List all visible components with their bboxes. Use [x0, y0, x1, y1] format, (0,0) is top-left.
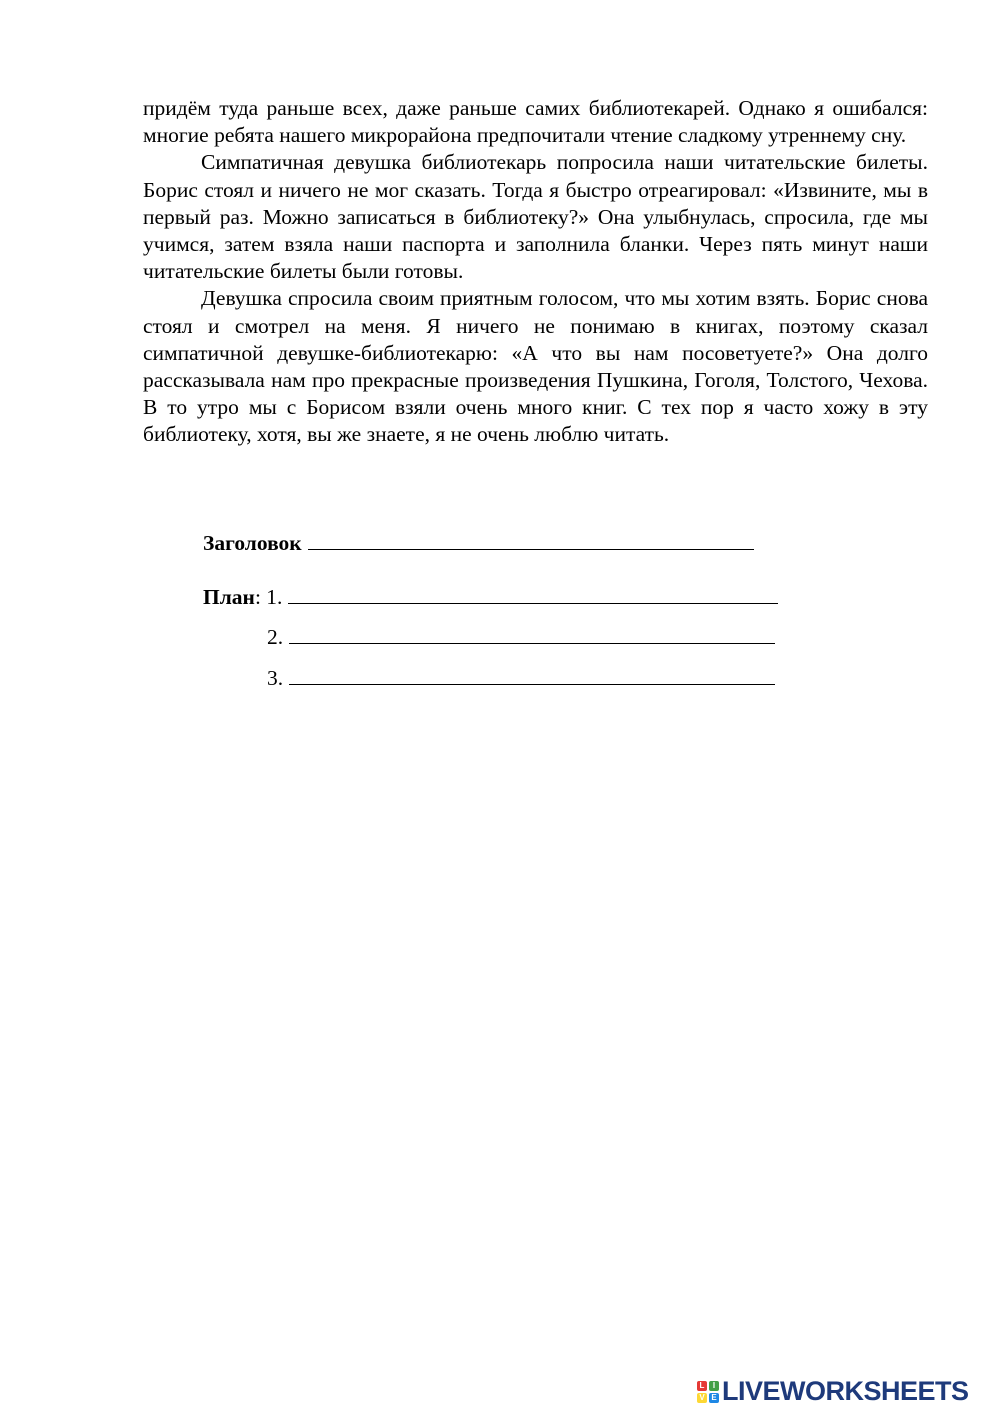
plan-item-number-2: 2. [267, 625, 284, 649]
logo-tile-l: L [697, 1381, 707, 1391]
story-text [143, 95, 928, 449]
plan-item-number-3: 3. [267, 666, 284, 690]
logo-tile-v: V [697, 1393, 707, 1403]
plan-item-number-1: 1. [266, 585, 283, 609]
plan-answer-line-3[interactable] [289, 666, 775, 685]
paragraph-continuation: придём туда раньше всех, даже раньше самих библиотекарей. Однако я ошибался: многие ребята нашего микрорайона предпочитали чтение сладкому утреннему сну. [143, 96, 928, 148]
title-answer-line[interactable] [308, 531, 754, 550]
plan-answer-line-1[interactable] [288, 585, 778, 604]
title-field-row [203, 530, 754, 557]
paragraph-library-cards: Симпатичная девушка библиотекарь попросила наши читательские билеты. Борис стоял и ничего не мог сказать. Тогда я быстро отреагировал: «Извините, мы в первый раз. Можно записаться в библиотеку?» Она улыбнулась, спросила, где мы учимся, затем взяла наши паспорта и заполнила бланки. Через пять минут наши читательские билеты были готовы. [143, 150, 928, 284]
plan-label: План [203, 585, 255, 609]
logo-tile-e: E [709, 1393, 719, 1403]
plan-label-colon: : [254, 585, 261, 609]
liveworksheets-logo [697, 1376, 969, 1407]
plan-item-row-2 [267, 624, 775, 651]
paragraph-book-advice: Девушка спросила своим приятным голосом, что мы хотим взять. Борис снова стоял и смотрел на меня. Я ничего не понимаю в книгах, поэтому сказал симпатичной девушке-библиотекарю: «А что вы нам посоветуете?» Она долго рассказывала нам про прекрасные произведения Пушкина, Гоголя, Толстого, Чехова. В то утро мы с Борисом взяли очень много книг. С тех пор я часто хожу в эту библиотеку, хотя, вы же знаете, я не очень люблю читать. [143, 286, 928, 447]
title-label: Заголовок [203, 531, 302, 555]
logo-wordmark: LIVEWORKSHEETS [722, 1376, 969, 1406]
plan-answer-line-2[interactable] [289, 625, 775, 644]
logo-tiles-icon [697, 1381, 719, 1403]
logo-tile-i: I [709, 1381, 719, 1391]
plan-item-row-1 [203, 584, 778, 611]
plan-item-row-3 [267, 665, 775, 692]
